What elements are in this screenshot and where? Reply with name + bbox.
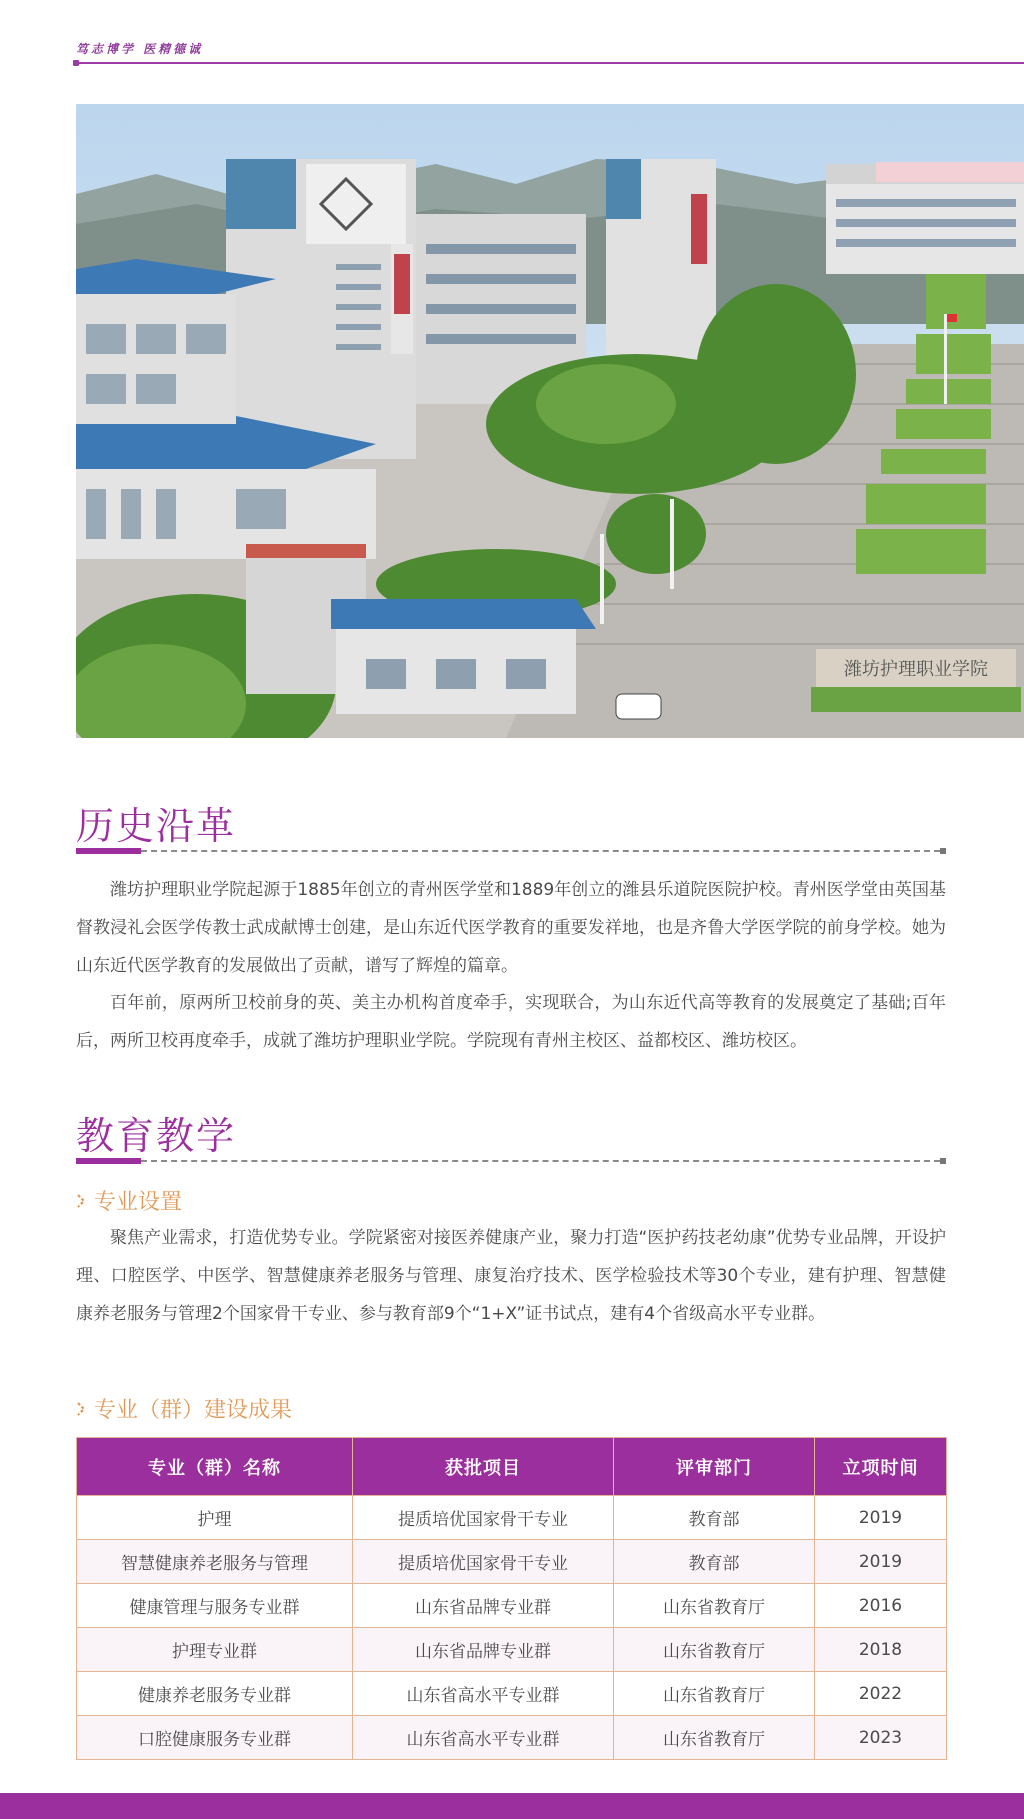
table-cell: 教育部 — [614, 1496, 815, 1540]
table-header-name: 专业（群）名称 — [77, 1438, 353, 1496]
chevron-right-icon — [76, 1399, 90, 1419]
table-cell: 2023 — [815, 1716, 947, 1760]
table-cell: 口腔健康服务专业群 — [77, 1716, 353, 1760]
table-cell: 2022 — [815, 1672, 947, 1716]
table-cell: 2016 — [815, 1584, 947, 1628]
table-cell: 智慧健康养老服务与管理 — [77, 1540, 353, 1584]
campus-photo — [76, 104, 1024, 738]
table-cell: 山东省品牌专业群 — [353, 1628, 614, 1672]
results-subtitle — [76, 1393, 292, 1424]
table-header-project: 获批项目 — [353, 1438, 614, 1496]
table-row — [77, 1716, 947, 1760]
table-cell: 教育部 — [614, 1540, 815, 1584]
table-cell: 山东省教育厅 — [614, 1628, 815, 1672]
table-cell: 山东省品牌专业群 — [353, 1584, 614, 1628]
table-header-year: 立项时间 — [815, 1438, 947, 1496]
table-cell: 健康养老服务专业群 — [77, 1672, 353, 1716]
header-rule — [76, 62, 1024, 64]
chevron-right-icon — [76, 1191, 90, 1211]
table-cell: 2018 — [815, 1628, 947, 1672]
table-cell: 护理专业群 — [77, 1628, 353, 1672]
table-cell: 提质培优国家骨干专业 — [353, 1540, 614, 1584]
education-title-rule — [76, 1158, 946, 1164]
header-motto: 笃志博学 医精德诚 — [76, 42, 204, 56]
history-title: 历史沿革 — [76, 804, 237, 848]
table-header-row — [77, 1438, 947, 1496]
table-cell: 山东省高水平专业群 — [353, 1716, 614, 1760]
history-paragraph-2: 百年前，原两所卫校前身的英、美主办机构首度牵手，实现联合，为山东近代高等教育的发展奠定了基础;百年后，两所卫校再度牵手，成就了潍坊护理职业学院。学院现有青州主校区、益都校区、潍坊校区。 — [76, 993, 946, 1051]
table-row — [77, 1584, 947, 1628]
table-cell: 2019 — [815, 1540, 947, 1584]
table-cell: 山东省教育厅 — [614, 1584, 815, 1628]
table-row — [77, 1628, 947, 1672]
table-cell: 护理 — [77, 1496, 353, 1540]
history-title-rule — [76, 848, 946, 854]
education-title: 教育教学 — [76, 1114, 237, 1158]
majors-subtitle-text: 专业设置 — [94, 1190, 183, 1215]
table-cell: 健康管理与服务专业群 — [77, 1584, 353, 1628]
table-cell: 山东省教育厅 — [614, 1672, 815, 1716]
campus-stone-sign: 潍坊护理职业学院 — [844, 659, 988, 680]
results-table — [76, 1437, 947, 1760]
table-header-department: 评审部门 — [614, 1438, 815, 1496]
results-subtitle-text: 专业（群）建设成果 — [94, 1398, 293, 1423]
table-row — [77, 1496, 947, 1540]
history-paragraph-1: 潍坊护理职业学院起源于1885年创立的青州医学堂和1889年创立的潍县乐道院医院护校。青州医学堂由英国基督教浸礼会医学传教士武成献博士创建，是山东近代医学教育的重要发祥地，也是齐鲁大学医学院的前身学校。她为山东近代医学教育的发展做出了贡献，谱写了辉煌的篇章。 — [76, 880, 946, 976]
table-cell: 提质培优国家骨干专业 — [353, 1496, 614, 1540]
table-row — [77, 1672, 947, 1716]
table-cell: 2019 — [815, 1496, 947, 1540]
footer-band — [0, 1793, 1024, 1819]
majors-subtitle — [76, 1185, 182, 1216]
table-row — [77, 1540, 947, 1584]
table-cell: 山东省教育厅 — [614, 1716, 815, 1760]
table-cell: 山东省高水平专业群 — [353, 1672, 614, 1716]
majors-paragraph: 聚焦产业需求，打造优势专业。学院紧密对接医养健康产业，聚力打造“医护药技老幼康”优势专业品牌，开设护理、口腔医学、中医学、智慧健康养老服务与管理、康复治疗技术、医学检验技术等30个专业，建有护理、智慧健康养老服务与管理2个国家骨干专业、参与教育部9个“1+X”证书试点，建有4个省级高水平专业群。 — [76, 1228, 946, 1324]
